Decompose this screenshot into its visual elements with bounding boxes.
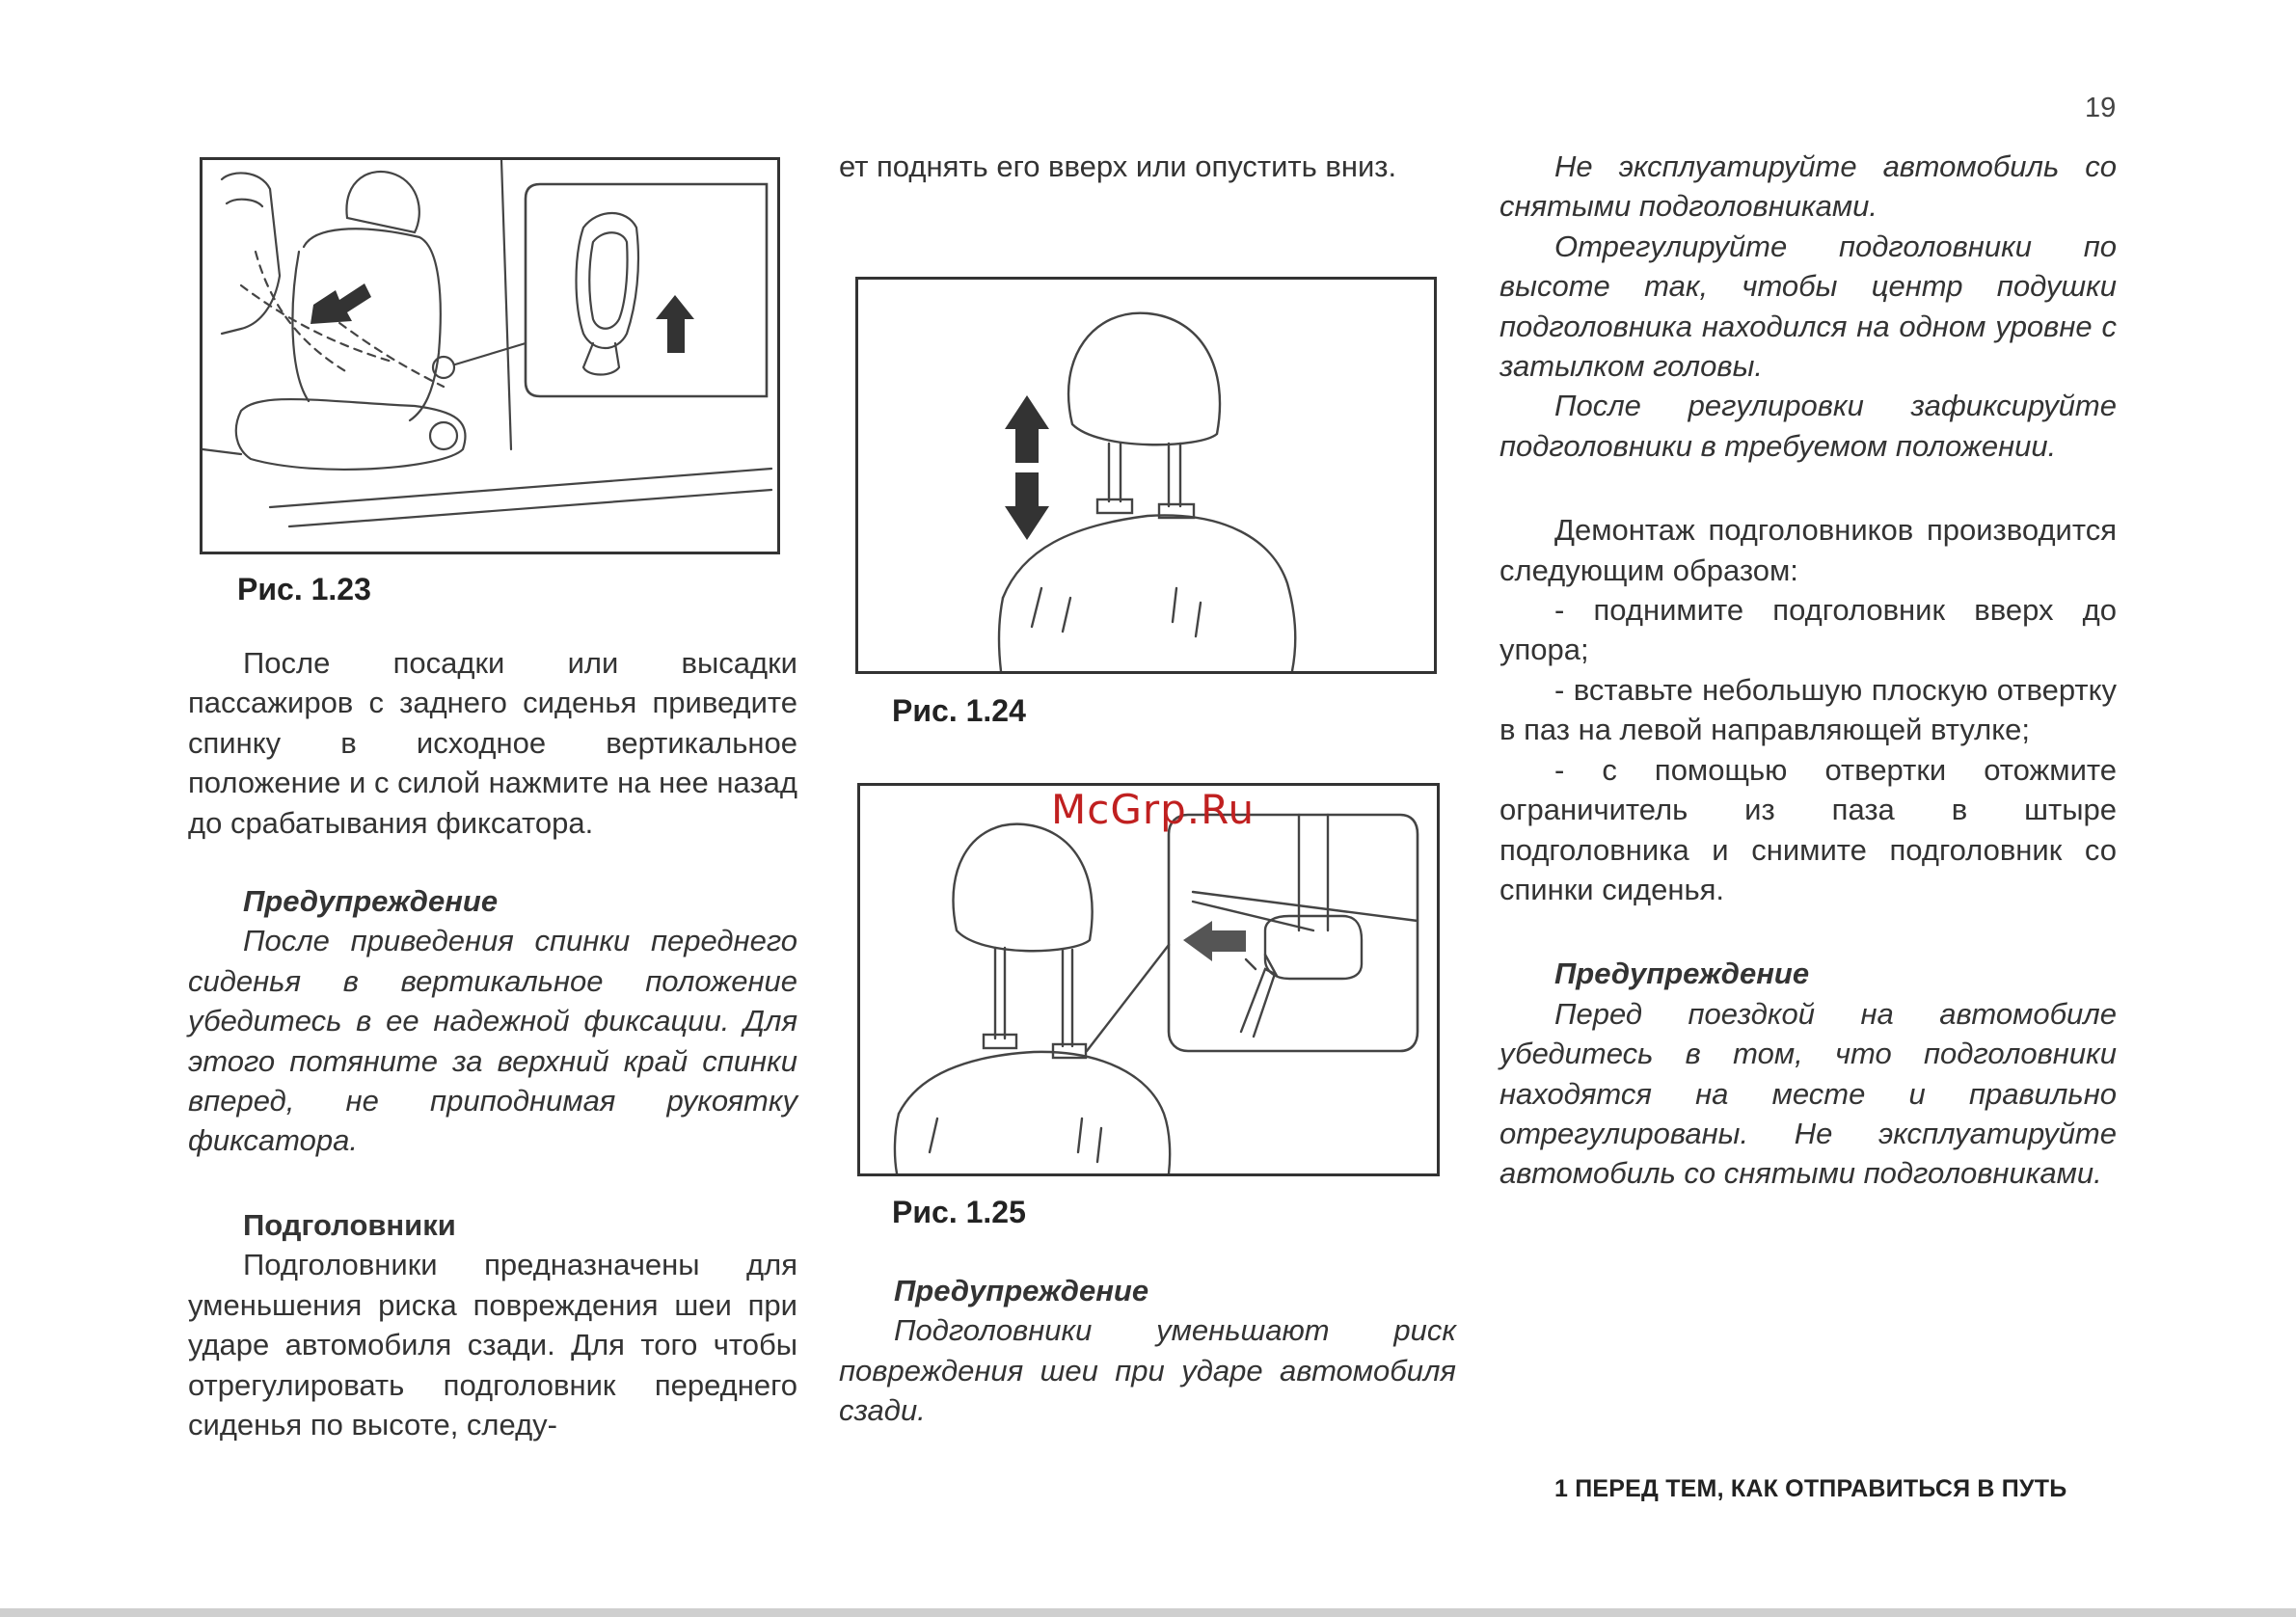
warning-text: Подголовники уменьшают риск повреждения шеи при ударе автомобиля сзади. — [839, 1313, 1456, 1428]
warning-heading: Предупреждение — [894, 1274, 1149, 1307]
removal-step-3: - с помощью отвертки отожмите ограничитель из паза в штыре подголовника и снимите подголовник со спинки сиденья. — [1499, 752, 2117, 906]
column-3 — [1499, 147, 2117, 1194]
warning-text: Перед поездкой на автомобиле убедитесь в том, что подголовники находятся на месте и правильно отрегулированы. Не эксплуатируйте автомобиль со снятыми подголовниками. — [1499, 996, 2117, 1191]
warning-text: После приведения спинки переднего сиденья в вертикальное положение убедитесь в ее надежной фиксации. Для этого потяните за верхний край спинки вперед, не приподнимая рукоятку фиксатора. — [188, 924, 797, 1158]
figure-1-23-caption: Рис. 1.23 — [237, 572, 371, 606]
warning-heading: Предупреждение — [1554, 957, 1810, 991]
column-2-bottom — [839, 1271, 1456, 1431]
italic-paragraph-2: Отрегулируйте подголовники по высоте так, чтобы центр подушки подголовника находился на одном уровне с затылком головы. — [1499, 229, 2117, 384]
paragraph-headrests: Подголовники предназначены для уменьшения риска повреждения шеи при ударе автомобиля сзади. Для того чтобы отрегулировать подголовник переднего сиденья по высоте, следу- — [188, 1248, 797, 1442]
removal-step-1: - поднимите подголовник вверх до упора; — [1499, 593, 2117, 667]
warning-heading: Предупреждение — [243, 884, 499, 919]
figure-1-25-caption: Рис. 1.25 — [892, 1195, 1026, 1229]
watermark: McGrp.Ru — [1051, 786, 1256, 833]
figure-1-25 — [857, 783, 1440, 1176]
italic-paragraph-3: После регулировки зафиксируйте подголовники в требуемом положении. — [1499, 389, 2117, 463]
figure-1-24-caption: Рис. 1.24 — [892, 693, 1026, 728]
page-number: 19 — [2085, 93, 2117, 123]
removal-intro: Демонтаж подголовников производится следующим образом: — [1499, 513, 2117, 587]
italic-paragraph-1: Не эксплуатируйте автомобиль со снятыми подголовниками. — [1499, 149, 2117, 224]
headrest-adjust-illustration — [858, 280, 1434, 671]
column-1 — [188, 643, 797, 1444]
paragraph-continuation: ет поднять его вверх или опустить вниз. — [839, 149, 1397, 183]
seat-illustration — [203, 160, 777, 552]
section-heading-headrests: Подголовники — [243, 1207, 456, 1242]
scan-edge — [0, 1608, 2296, 1617]
removal-step-2: - вставьте небольшую плоскую отвертку в паз на левой направляющей втулке; — [1499, 672, 2117, 747]
column-2-top — [839, 147, 1456, 186]
running-footer: 1 ПЕРЕД ТЕМ, КАК ОТПРАВИТЬСЯ В ПУТЬ — [1554, 1475, 2067, 1502]
figure-1-23 — [200, 157, 780, 554]
headrest-removal-illustration — [860, 786, 1437, 1173]
figure-1-24 — [855, 277, 1437, 674]
paragraph-seat-return: После посадки или высадки пассажиров с заднего сиденья приведите спинку в исходное вертикальное положение и с силой нажмите на нее назад до срабатывания фиксатора. — [188, 646, 797, 840]
